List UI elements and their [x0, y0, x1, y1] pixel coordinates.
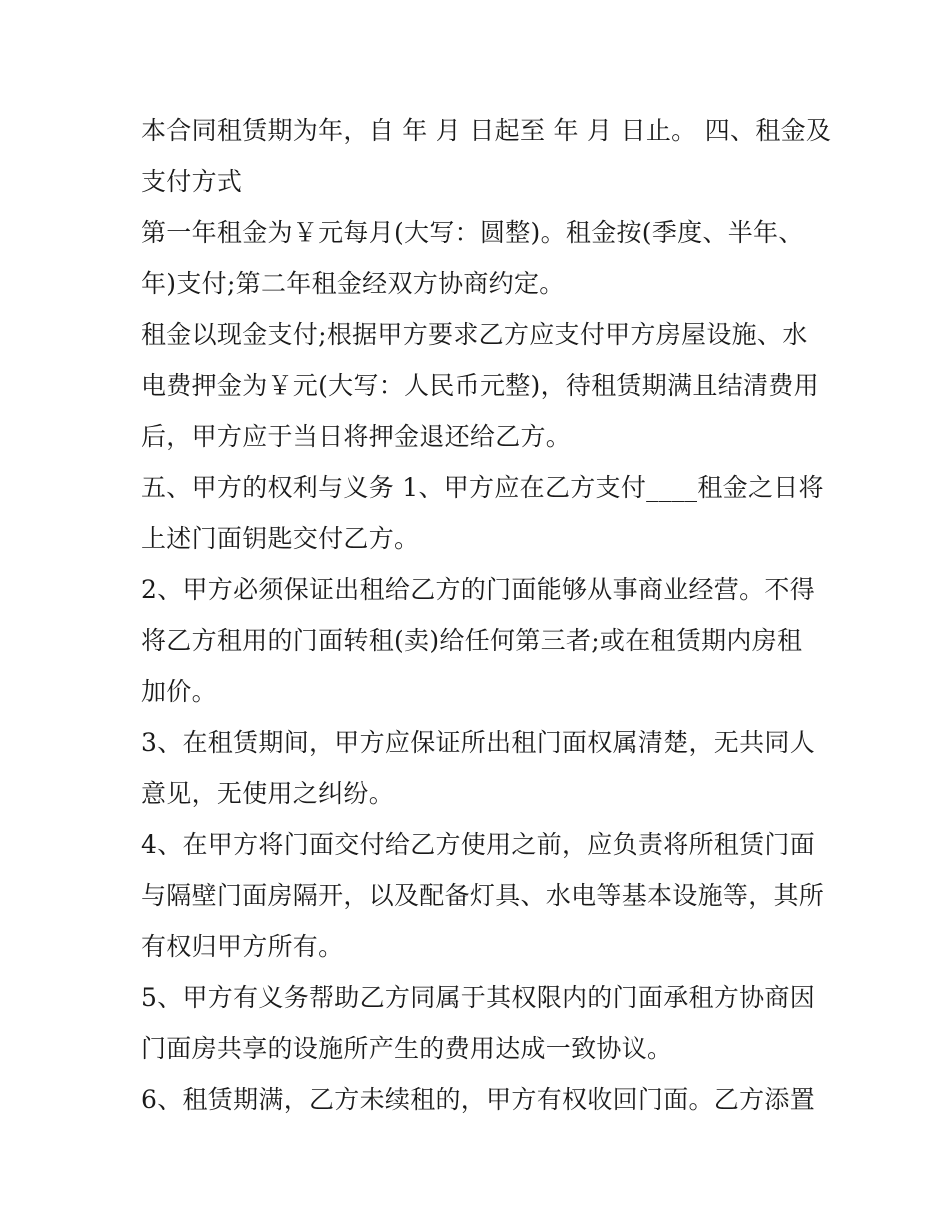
text-line: 五、甲方的权利与义务 1、甲方应在乙方支付____租金之日将	[141, 473, 824, 502]
text-line: 2、甲方必须保证出租给乙方的门面能够从事商业经营。不得	[141, 575, 816, 604]
text-line: 加价。	[141, 677, 217, 706]
contract-text	[141, 105, 832, 1125]
text-line: 第一年租金为￥元每月(大写：圆整)。租金按(季度、半年、	[141, 218, 804, 247]
text-line: 上述门面钥匙交付乙方。	[141, 524, 420, 553]
text-line: 本合同租赁期为年，自 年 月 日起至 年 月 日止。 四、租金及	[141, 116, 832, 145]
text-line: 5、甲方有义务帮助乙方同属于其权限内的门面承租方协商因	[141, 983, 816, 1012]
text-line: 意见，无使用之纠纷。	[141, 779, 395, 808]
text-line: 租金以现金支付;根据甲方要求乙方应支付甲方房屋设施、水	[141, 320, 808, 349]
text-line: 支付方式	[141, 167, 243, 196]
text-line: 门面房共享的设施所产生的费用达成一致协议。	[141, 1034, 673, 1063]
text-line: 年)支付;第二年租金经双方协商约定。	[141, 269, 565, 298]
text-line: 3、在租赁期间，甲方应保证所出租门面权属清楚，无共同人	[141, 728, 816, 757]
text-line: 4、在甲方将门面交付给乙方使用之前，应负责将所租赁门面	[141, 830, 816, 859]
text-line: 6、租赁期满，乙方未续租的，甲方有权收回门面。乙方添置	[141, 1085, 816, 1114]
text-line: 与隔壁门面房隔开，以及配备灯具、水电等基本设施等，其所	[141, 881, 825, 910]
text-line: 有权归甲方所有。	[141, 932, 344, 961]
text-line: 电费押金为￥元(大写：人民币元整)，待租赁期满且结清费用	[141, 371, 819, 400]
text-line: 后，甲方应于当日将押金退还给乙方。	[141, 422, 572, 451]
text-line: 将乙方租用的门面转租(卖)给任何第三者;或在租赁期内房租	[141, 626, 803, 655]
